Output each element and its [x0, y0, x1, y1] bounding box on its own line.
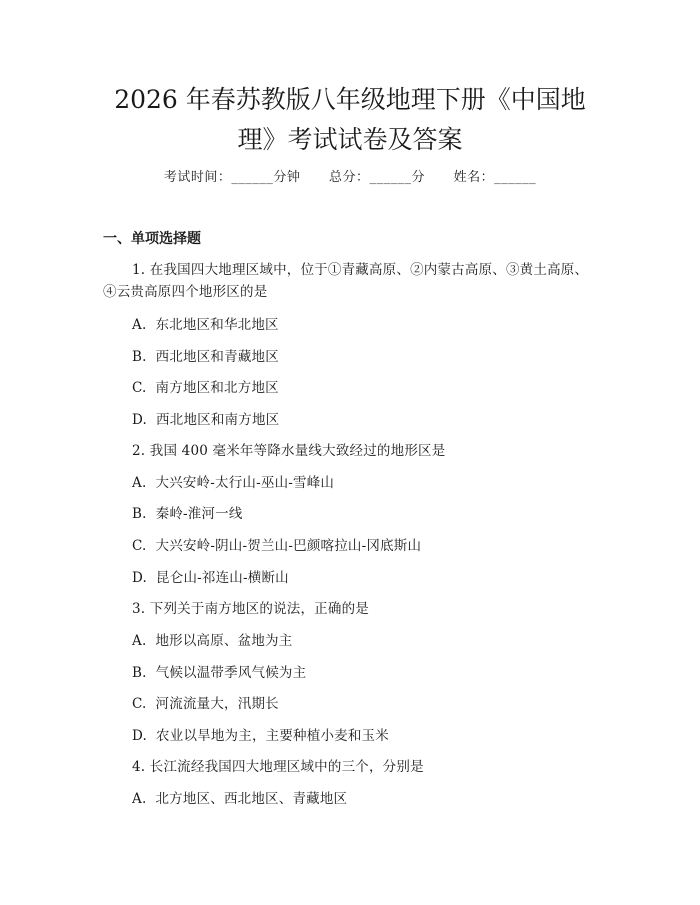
option-2d: [132, 567, 289, 589]
option-letter: C.: [132, 538, 147, 554]
question-number: 3.: [132, 601, 146, 617]
option-text: 气候以温带季风气候为主: [155, 665, 307, 681]
option-text: 河流流量大，汛期长: [155, 696, 279, 712]
option-1a: [132, 314, 279, 336]
option-letter: A.: [132, 317, 147, 333]
question-3: [132, 598, 602, 620]
option-letter: A.: [132, 475, 147, 491]
option-letter: D.: [132, 570, 148, 586]
option-1b: [132, 346, 279, 368]
option-text: 地形以高原、盆地为主: [155, 633, 293, 649]
option-3c: [132, 693, 279, 715]
option-letter: B.: [132, 506, 147, 522]
option-letter: D.: [132, 412, 148, 428]
exam-meta: [0, 166, 700, 185]
option-letter: B.: [132, 665, 147, 681]
question-number: 4.: [132, 759, 146, 775]
exam-title-line1: 2026 年春苏教版八年级地理下册《中国地: [114, 85, 586, 114]
option-letter: C.: [132, 380, 147, 396]
option-text: 北方地区、西北地区、青藏地区: [155, 791, 348, 807]
exam-time-field: 考试时间：______分钟: [163, 170, 301, 185]
option-text: 南方地区和北方地区: [155, 380, 279, 396]
question-text: 在我国四大地理区域中，位于①青藏高原、②内蒙古高原、③黄土高原、: [149, 262, 589, 278]
option-letter: D.: [132, 728, 148, 744]
question-text: 我国 400 毫米年等降水量线大致经过的地形区是: [149, 443, 446, 459]
option-letter: C.: [132, 696, 147, 712]
option-text: 农业以旱地为主，主要种植小麦和玉米: [156, 728, 389, 744]
option-text: 昆仑山-祁连山-横断山: [156, 570, 289, 586]
exam-title: [90, 80, 610, 160]
option-2c: [132, 535, 421, 557]
option-4a: [132, 788, 347, 810]
option-3b: [132, 662, 306, 684]
exam-name-field: 姓名：______: [453, 170, 537, 185]
option-letter: A.: [132, 791, 147, 807]
question-number: 1.: [132, 262, 146, 278]
question-text-continued: ④云贵高原四个地形区的是: [103, 284, 268, 300]
option-1c: [132, 377, 279, 399]
option-text: 西北地区和南方地区: [156, 412, 280, 428]
option-2b: [132, 503, 243, 525]
option-text: 秦岭-淮河一线: [155, 506, 243, 522]
question-text: 下列关于南方地区的说法，正确的是: [149, 601, 369, 617]
exam-score-field: 总分：______分: [328, 170, 425, 185]
question-1: [103, 259, 602, 303]
option-letter: A.: [132, 633, 147, 649]
option-2a: [132, 472, 334, 494]
option-3d: [132, 725, 389, 747]
question-4: [132, 756, 602, 778]
option-3a: [132, 630, 292, 652]
option-letter: B.: [132, 349, 147, 365]
option-1d: [132, 409, 279, 431]
question-number: 2.: [132, 443, 146, 459]
question-text: 长江流经我国四大地理区域中的三个，分别是: [149, 759, 424, 775]
question-2: [132, 440, 602, 462]
option-text: 西北地区和青藏地区: [155, 349, 279, 365]
option-text: 东北地区和华北地区: [155, 317, 279, 333]
option-text: 大兴安岭-太行山-巫山-雪峰山: [155, 475, 335, 491]
exam-title-line2: 理》考试试卷及答案: [237, 125, 463, 154]
section-heading: 一、单项选择题: [103, 231, 201, 247]
option-text: 大兴安岭-阴山-贺兰山-巴颜喀拉山-冈底斯山: [155, 538, 422, 554]
